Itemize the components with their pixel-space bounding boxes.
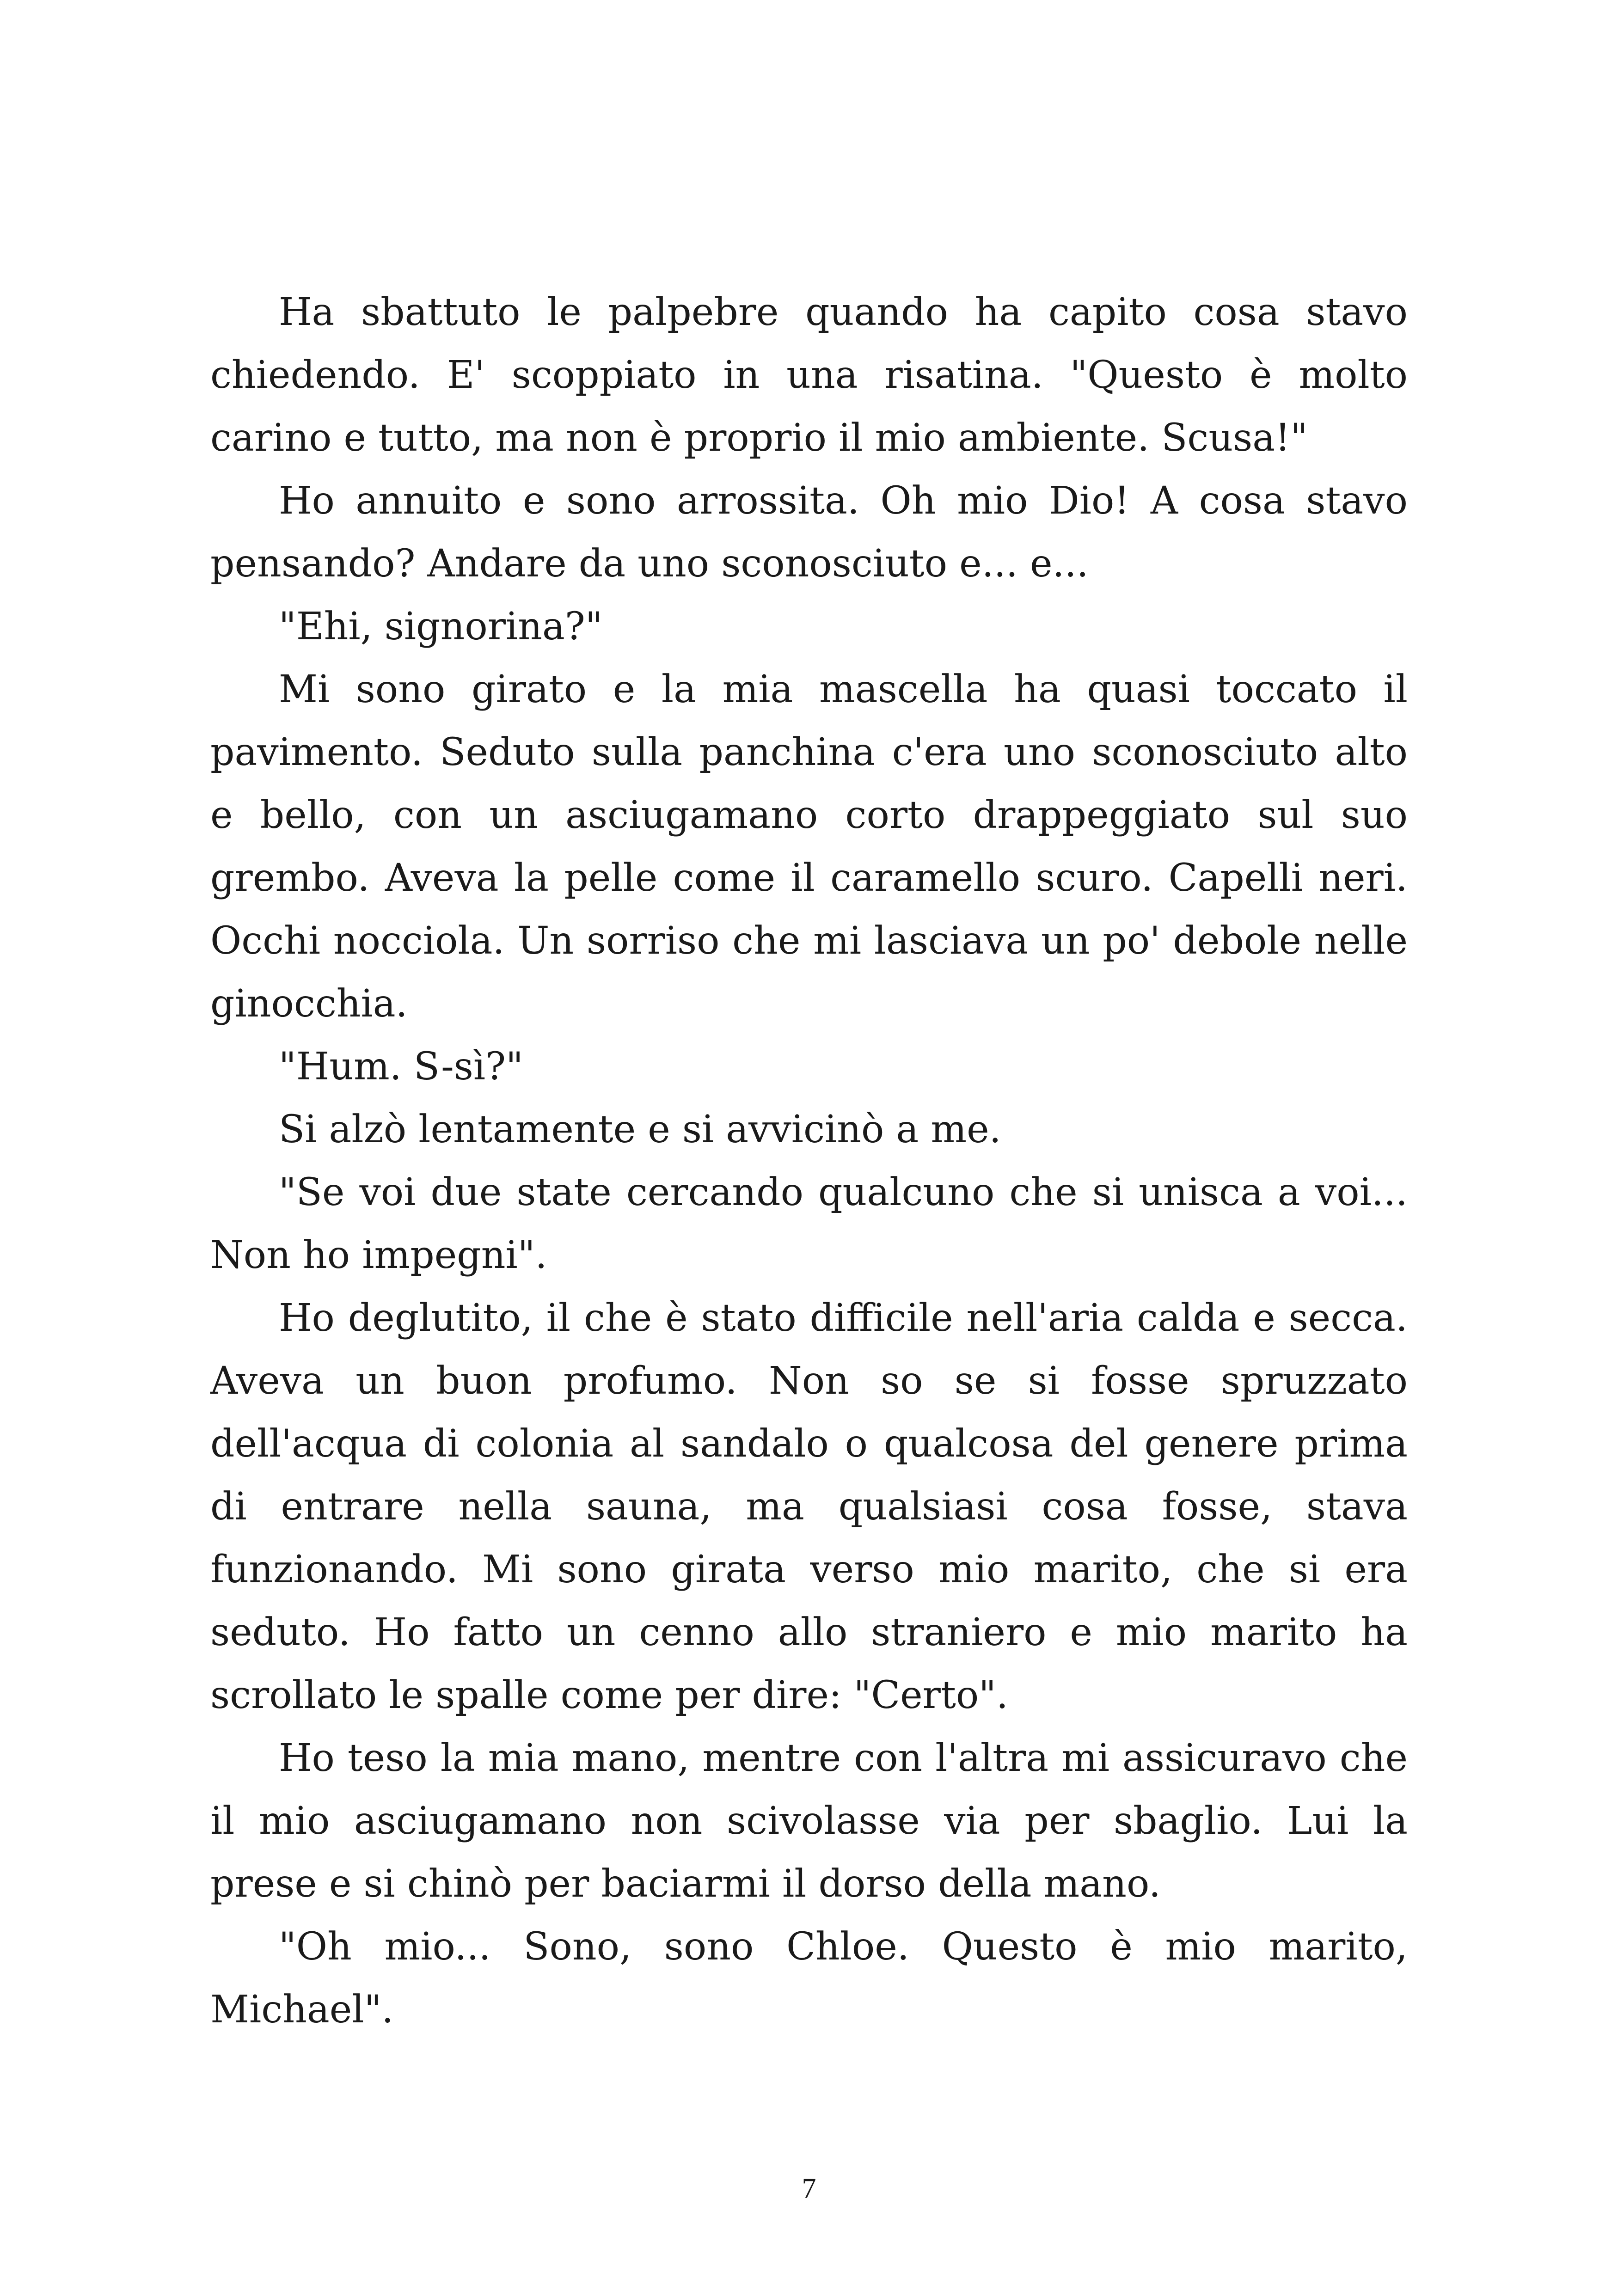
paragraph: "Ehi, signorina?": [279, 605, 603, 649]
paragraph: Ho annuito e sono arrossita. Oh mio Dio! A cosa stavo pensando? Andare da uno sconosciuto e... e...: [210, 479, 1408, 586]
paragraph: "Hum. S-sì?": [279, 1045, 523, 1089]
body-text: [210, 281, 1408, 2041]
paragraph: Ho teso la mia mano, mentre con l'altra mi assicuravo che il mio asciugamano non scivolasse via per sbaglio. Lui la prese e si chinò per baciarmi il dorso della mano.: [210, 1736, 1408, 1906]
paragraph: Ha sbattuto le palpebre quando ha capito cosa stavo chiedendo. E' scoppiato in una risatina. "Questo è molto carino e tutto, ma non è proprio il mio ambiente. Scusa!": [210, 290, 1408, 460]
page-number: 7: [802, 2173, 816, 2204]
paragraph: "Se voi due state cercando qualcuno che si unisca a voi... Non ho impegni".: [210, 1170, 1408, 1277]
paragraph: Ho deglutito, il che è stato difficile nell'aria calda e secca. Aveva un buon profumo. Non so se si fosse spruzzato dell'acqua di colonia al sandalo o qualcosa del genere prima di entrare nella sauna, ma qualsiasi cosa fosse, stava funzionando. Mi sono girata verso mio marito, che si era seduto. Ho fatto un cenno allo straniero e mio marito ha scrollato le spalle come per dire: "Certo".: [210, 1296, 1408, 1717]
paragraph: Mi sono girato e la mia mascella ha quasi toccato il pavimento. Seduto sulla panchina c'era uno sconosciuto alto e bello, con un asciugamano corto drappeggiato sul suo grembo. Aveva la pelle come il caramello scuro. Capelli neri. Occhi nocciola. Un sorriso che mi lasciava un po' debole nelle ginocchia.: [210, 667, 1408, 1026]
paragraph: "Oh mio... Sono, sono Chloe. Questo è mio marito, Michael".: [210, 1925, 1408, 2032]
paragraph: Si alzò lentamente e si avvicinò a me.: [279, 1108, 1001, 1151]
